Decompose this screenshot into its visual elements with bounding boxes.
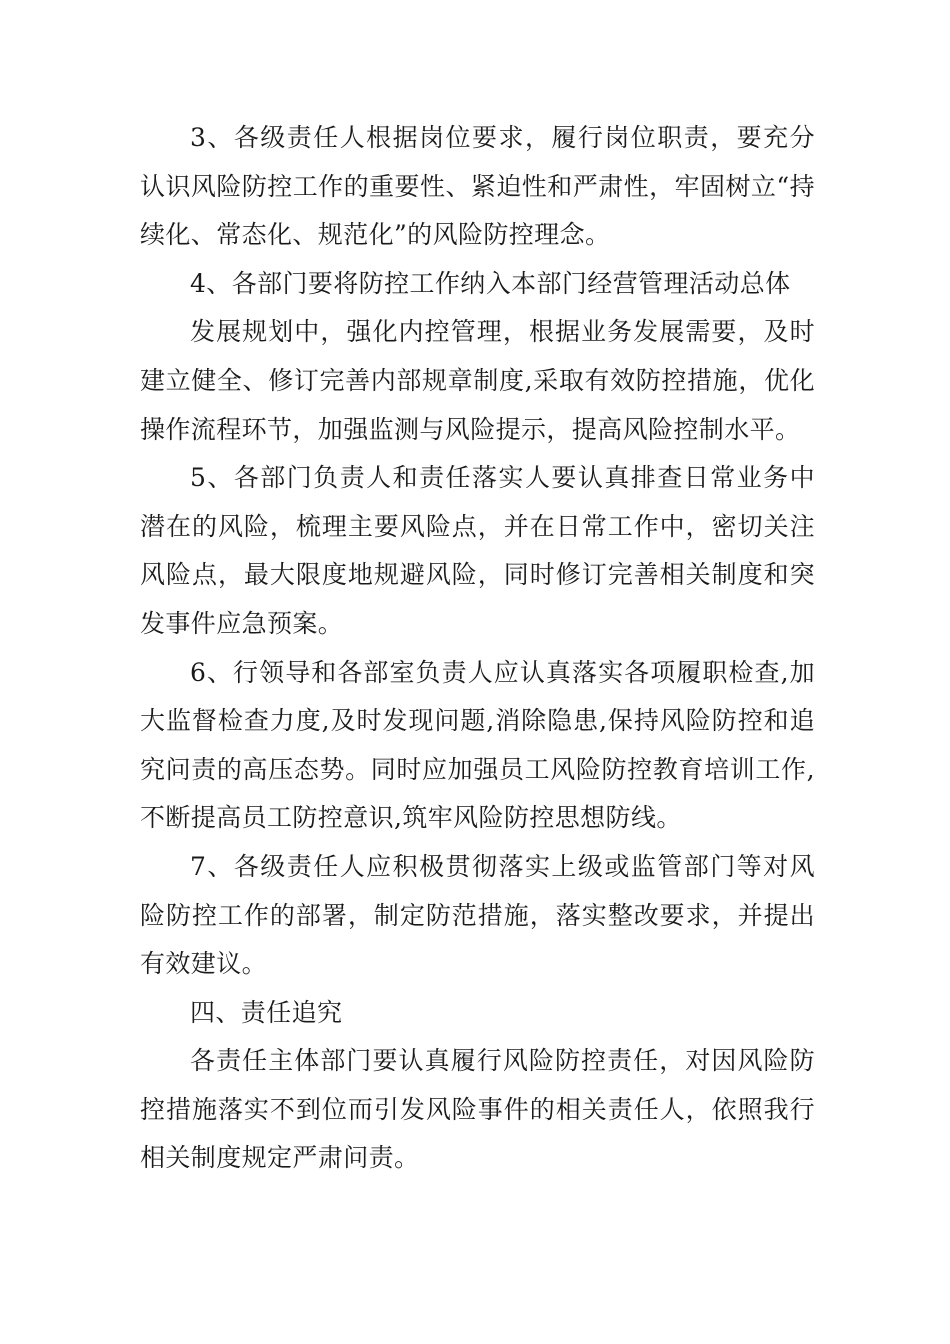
document-body xyxy=(140,114,815,1183)
paragraph-item-5: 5、各部门负责人和责任落实人要认真排查日常业务中潜在的风险，梳理主要风险点，并在日常工作中，密切关注风险点，最大限度地规避风险，同时修订完善相关制度和突发事件应急预案。 xyxy=(140,463,815,638)
paragraph-item-3: 3、各级责任人根据岗位要求，履行岗位职责，要充分认识风险防控工作的重要性、紧迫性和严肃性，牢固树立“持续化、常态化、规范化”的风险防控理念。 xyxy=(140,123,815,250)
paragraph-item-4: 4、各部门要将防控工作纳入本部门经营管理活动总体 xyxy=(190,268,791,298)
paragraph-accountability: 各责任主体部门要认真履行风险防控责任，对因风险防控措施落实不到位而引发风险事件的相关责任人，依照我行相关制度规定严肃问责。 xyxy=(140,1046,815,1173)
paragraph-item-6: 6、行领导和各部室负责人应认真落实各项履职检查,加大监督检查力度,及时发现问题,消除隐患,保持风险防控和追究问责的高压态势。同时应加强员工风险防控教育培训工作,不断提高员工防控意识,筑牢风险防控思想防线。 xyxy=(140,657,815,833)
paragraph-item-4-continued: 发展规划中，强化内控管理，根据业务发展需要，及时建立健全、修订完善内部规章制度,采取有效防控措施，优化操作流程环节，加强监测与风险提示，提高风险控制水平。 xyxy=(140,317,815,444)
section-heading-accountability: 四、责任追究 xyxy=(190,997,343,1027)
paragraph-item-7: 7、各级责任人应积极贯彻落实上级或监管部门等对风险防控工作的部署，制定防范措施，落实整改要求，并提出有效建议。 xyxy=(140,851,815,979)
